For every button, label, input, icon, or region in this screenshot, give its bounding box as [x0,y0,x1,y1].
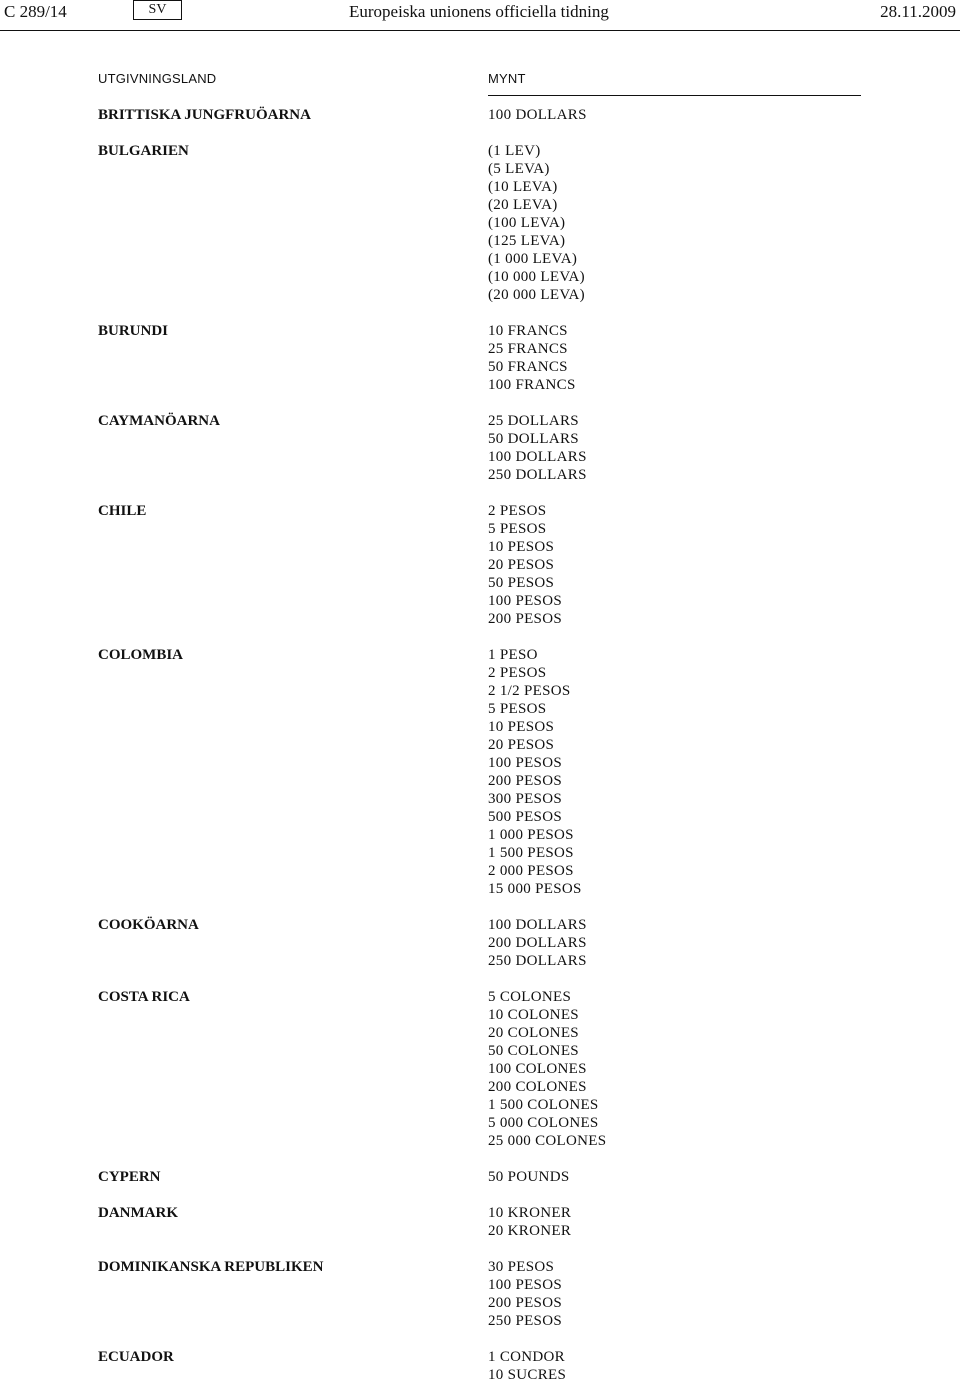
country-name: BULGARIEN [98,143,189,159]
coin-denomination: 200 PESOS [488,773,562,789]
coin-denomination: 300 PESOS [488,791,562,807]
coin-denomination: 250 PESOS [488,1313,562,1329]
coin-denomination: 50 DOLLARS [488,431,579,447]
column-header-country: UTGIVNINGSLAND [98,71,217,86]
coin-list [488,322,576,394]
coin-denomination: 2 PESOS [488,665,547,681]
coin-denomination: 20 PESOS [488,737,555,753]
column-header-rule [488,95,861,96]
coin-denomination: 15 000 PESOS [488,881,582,897]
coin-denomination: 5 PESOS [488,701,547,717]
coin-denomination: 200 PESOS [488,611,562,627]
coin-denomination: 200 DOLLARS [488,935,587,951]
coin-denomination: 250 DOLLARS [488,953,587,969]
coin-denomination: 20 COLONES [488,1025,579,1041]
coin-denomination: 2 PESOS [488,503,547,519]
coin-denomination: 1 PESO [488,647,538,663]
coin-denomination: 30 PESOS [488,1259,555,1275]
coin-denomination: 5 COLONES [488,989,572,1005]
coin-denomination: 200 COLONES [488,1079,587,1095]
coin-denomination: 100 FRANCS [488,377,576,393]
coin-denomination: (100 LEVA) [488,215,566,231]
coin-denomination: 50 PESOS [488,575,555,591]
coin-denomination: 250 DOLLARS [488,467,587,483]
coin-denomination: 1 CONDOR [488,1349,565,1365]
country-name: CYPERN [98,1169,161,1185]
coin-denomination: 200 PESOS [488,1295,562,1311]
coin-denomination: 5 PESOS [488,521,547,537]
coin-denomination: 2 1/2 PESOS [488,683,571,699]
country-name: COSTA RICA [98,989,190,1005]
coin-list [488,646,582,898]
coin-denomination: 10 FRANCS [488,323,568,339]
coin-denomination: 25 FRANCS [488,341,568,357]
coin-denomination: 5 000 COLONES [488,1115,599,1131]
coin-denomination: (125 LEVA) [488,233,566,249]
coin-denomination: (10 000 LEVA) [488,269,585,285]
coin-denomination: 1 000 PESOS [488,827,574,843]
coin-denomination: 100 DOLLARS [488,449,587,465]
coin-list [488,988,606,1150]
coin-denomination: 10 COLONES [488,1007,579,1023]
coin-list [488,1204,571,1240]
coin-denomination: 1 500 PESOS [488,845,574,861]
coin-denomination: 1 500 COLONES [488,1097,599,1113]
page-header [0,0,960,28]
coin-denomination: 100 PESOS [488,593,562,609]
coin-list [488,106,587,124]
coin-list [488,1258,562,1330]
coin-list [488,142,585,304]
country-name: CAYMANÖARNA [98,413,220,429]
coin-list [488,1348,566,1384]
coin-list [488,412,587,484]
coin-denomination: 20 KRONER [488,1223,572,1239]
country-name: DOMINIKANSKA REPUBLIKEN [98,1259,324,1275]
coin-denomination: (5 LEVA) [488,161,550,177]
coin-denomination: (20 000 LEVA) [488,287,585,303]
country-name: DANMARK [98,1205,178,1221]
coin-denomination: 100 COLONES [488,1061,587,1077]
coin-denomination: 100 PESOS [488,755,562,771]
country-name: COOKÖARNA [98,917,199,933]
country-name: BRITTISKA JUNGFRUÖARNA [98,107,311,123]
coin-denomination: 50 COLONES [488,1043,579,1059]
coin-denomination: (1 LEV) [488,143,541,159]
coin-denomination: 10 SUCRES [488,1367,567,1383]
coin-denomination: (20 LEVA) [488,197,558,213]
coin-denomination: 50 POUNDS [488,1169,570,1185]
country-name: ECUADOR [98,1349,174,1365]
coin-denomination: 25 DOLLARS [488,413,579,429]
page-reference: C 289/14 [4,2,67,21]
header-rule [0,30,960,31]
country-name: BURUNDI [98,323,169,339]
coin-denomination: 2 000 PESOS [488,863,574,879]
coin-denomination: 100 DOLLARS [488,917,587,933]
journal-title: Europeiska unionens officiella tidning [349,2,609,21]
coin-denomination: 20 PESOS [488,557,555,573]
coin-denomination: 500 PESOS [488,809,562,825]
coin-denomination: 10 KRONER [488,1205,572,1221]
coin-denomination: 10 PESOS [488,719,555,735]
coin-list [488,502,562,628]
coin-denomination: (1 000 LEVA) [488,251,578,267]
coin-denomination: (10 LEVA) [488,179,558,195]
column-header-coin: MYNT [488,71,526,86]
coin-denomination: 100 DOLLARS [488,107,587,123]
coin-list [488,1168,569,1186]
coin-denomination: 25 000 COLONES [488,1133,607,1149]
publication-date: 28.11.2009 [880,2,956,21]
language-code-box: SV [133,0,182,20]
coin-list [488,916,587,970]
coin-denomination: 10 PESOS [488,539,555,555]
coin-denomination: 50 FRANCS [488,359,568,375]
country-name: COLOMBIA [98,647,184,663]
coin-denomination: 100 PESOS [488,1277,562,1293]
country-name: CHILE [98,503,147,519]
